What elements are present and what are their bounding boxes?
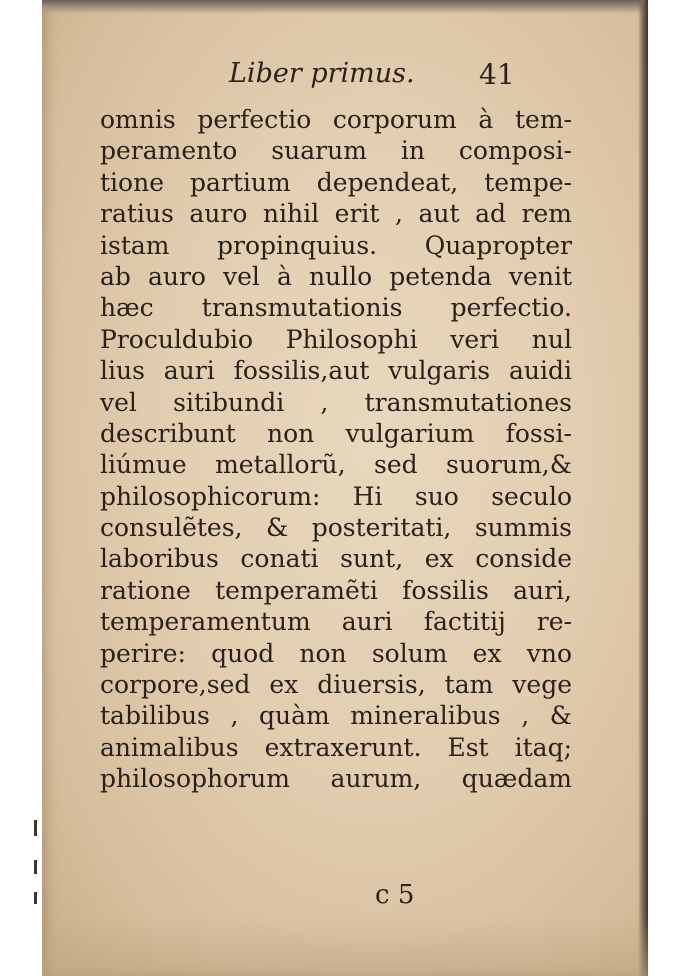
text-line: liúmue metallorũ, sed suorum,& xyxy=(100,450,572,480)
page-bottom-shade xyxy=(42,916,648,976)
running-title: Liber primus. xyxy=(229,58,415,89)
signature-mark: c 5 xyxy=(375,880,415,910)
margin-marks xyxy=(34,820,42,940)
text-line: corpore,sed ex diuersis, tam vege xyxy=(100,670,572,700)
text-line: omnis perfectio corporum à tem- xyxy=(100,105,572,134)
text-line: hæc transmutationis perfectio. xyxy=(100,293,572,323)
page-right-edge xyxy=(638,0,648,976)
text-line: ratius auro nihil erit , aut ad rem xyxy=(100,199,572,229)
text-line: animalibus extraxerunt. Est itaq; xyxy=(100,732,572,762)
text-line: vel sitibundi , transmutationes xyxy=(100,387,572,417)
text-line: tione partium dependeat, tempe- xyxy=(100,167,572,197)
text-line: Proculdubio Philosophi veri nul xyxy=(100,324,572,354)
page-top-edge xyxy=(42,0,648,14)
page-footer xyxy=(42,880,648,916)
text-line: describunt non vulgarium fossi- xyxy=(100,418,572,448)
text-line: ab auro vel à nullo petenda venit xyxy=(100,261,572,291)
page-number: 41 xyxy=(479,58,515,91)
text-line: philosophicorum: Hi suo seculo xyxy=(100,481,572,511)
body-text xyxy=(100,104,572,795)
text-line: peramento suarum in composi- xyxy=(100,136,572,166)
text-line: philosophorum aurum, quædam xyxy=(100,764,572,794)
text-line: consulẽtes, & posteritati, summis xyxy=(100,513,572,543)
page-header xyxy=(42,58,648,98)
text-line: temperamentum auri factitij re- xyxy=(100,607,572,637)
text-line: istam propinquius. Quapropter xyxy=(100,230,572,260)
text-line: perire: quod non solum ex vno xyxy=(100,638,572,668)
text-line: ratione temperamẽti fossilis auri, xyxy=(100,575,572,605)
text-line: tabilibus , quàm mineralibus , & xyxy=(100,701,572,731)
text-line: lius auri fossilis,aut vulgaris auidi xyxy=(100,356,572,386)
text-line: laboribus conati sunt, ex conside xyxy=(100,544,572,574)
book-page xyxy=(42,0,648,976)
